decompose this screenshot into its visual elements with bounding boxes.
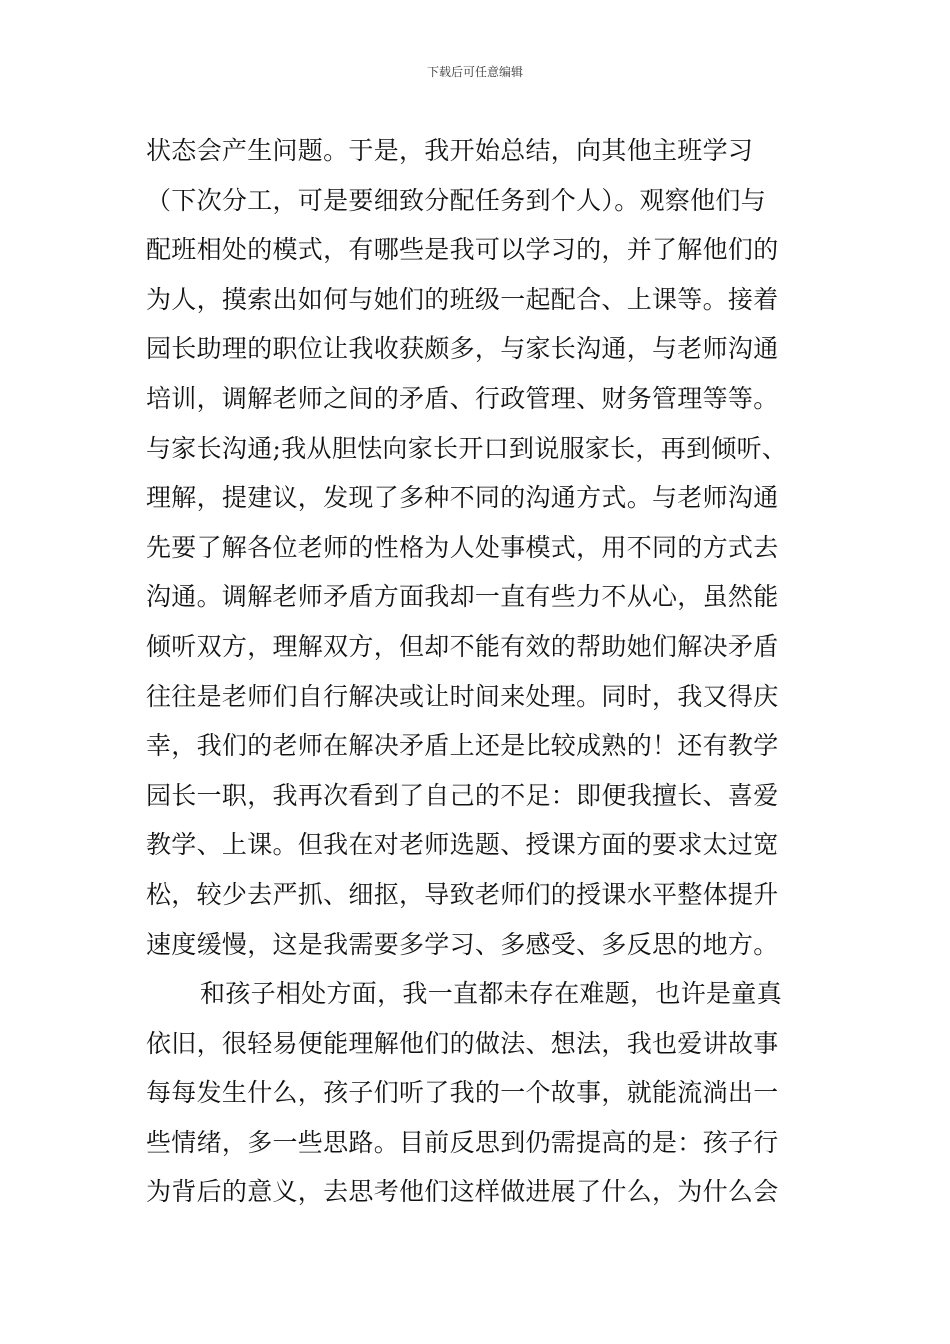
text-line: 理解，提建议，发现了多种不同的沟通方式。与老师沟通 xyxy=(146,483,779,513)
text-line: 与家长沟通;我从胆怯向家长开口到说服家长，再到倾听、 xyxy=(146,433,788,463)
text-line: （下次分工，可是要细致分配任务到个人）。观察他们与 xyxy=(146,185,767,215)
text-line: 培训，调解老师之间的矛盾、行政管理、财务管理等等。 xyxy=(146,383,779,413)
document-body xyxy=(146,126,816,1217)
text-line: 为背后的意义，去思考他们这样做进展了什么，为什么会 xyxy=(146,1177,779,1207)
text-line: 每每发生什么，孩子们听了我的一个故事，就能流淌出一 xyxy=(146,1078,779,1108)
text-line: 往往是老师们自行解决或让时间来处理。同时，我又得庆 xyxy=(146,681,779,711)
text-line: 松，较少去严抓、细抠，导致老师们的授课水平整体提升 xyxy=(146,879,779,909)
paragraph-first-line: 和孩子相处方面，我一直都未存在难题，也许是童真 xyxy=(200,979,782,1009)
text-line: 沟通。调解老师矛盾方面我却一直有些力不从心，虽然能 xyxy=(146,582,779,612)
text-line: 园长助理的职位让我收获颇多，与家长沟通，与老师沟通 xyxy=(146,334,779,364)
page-header: 下载后可任意编辑 xyxy=(426,65,523,79)
text-line: 倾听双方，理解双方，但却不能有效的帮助她们解决矛盾 xyxy=(146,631,779,661)
text-line: 配班相处的模式，有哪些是我可以学习的，并了解他们的 xyxy=(146,235,779,265)
text-line: 为人，摸索出如何与她们的班级一起配合、上课等。接着 xyxy=(146,284,779,314)
text-line: 速度缓慢，这是我需要多学习、多感受、多反思的地方。 xyxy=(146,929,779,959)
text-line: 状态会产生问题。于是，我开始总结，向其他主班学习 xyxy=(146,136,754,165)
text-line: 依旧，很轻易便能理解他们的做法、想法，我也爱讲故事 xyxy=(146,1028,779,1058)
text-line: 些情绪，多一些思路。目前反思到仍需提高的是：孩子行 xyxy=(146,1127,779,1157)
text-line: 幸，我们的老师在解决矛盾上还是比较成熟的！还有教学 xyxy=(146,731,779,761)
text-line: 园长一职，我再次看到了自己的不足：即便我擅长、喜爱 xyxy=(146,780,779,810)
text-line: 先要了解各位老师的性格为人处事模式，用不同的方式去 xyxy=(146,532,779,562)
text-line: 教学、上课。但我在对老师选题、授课方面的要求太过宽 xyxy=(146,830,779,860)
